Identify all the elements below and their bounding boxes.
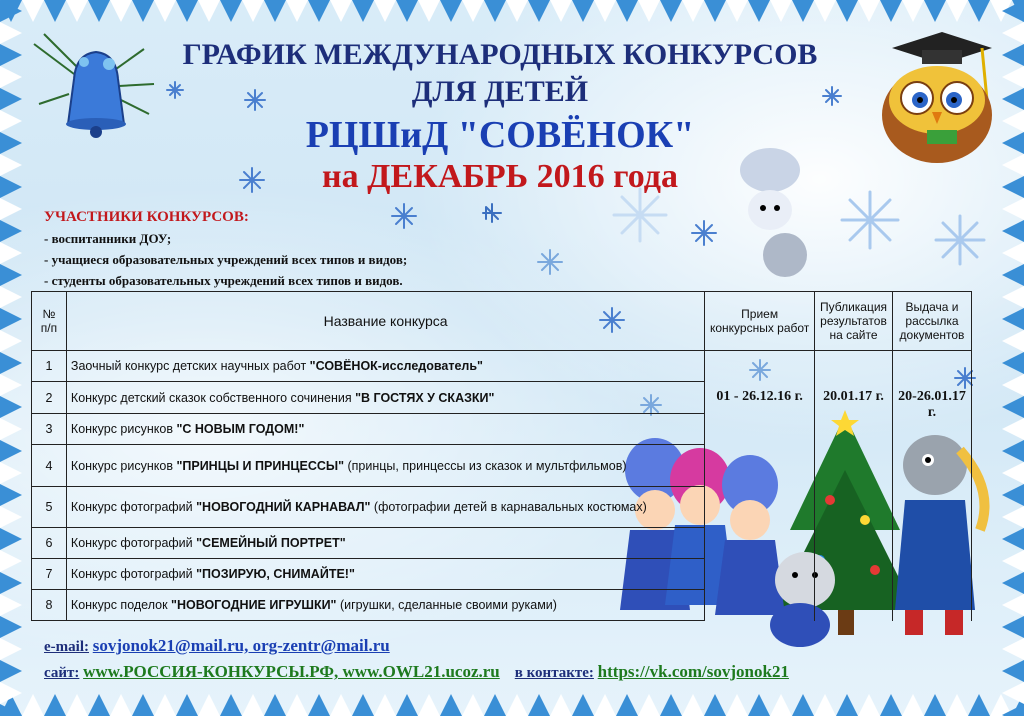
row-contest-name: Конкурс фотографий "СЕМЕЙНЫЙ ПОРТРЕТ"	[66, 528, 704, 559]
documents-dates: 20-26.01.17 г.	[893, 351, 972, 621]
row-number: 7	[32, 559, 67, 590]
row-number: 1	[32, 351, 67, 382]
site-line	[44, 662, 789, 682]
row-number: 3	[32, 414, 67, 445]
contest-table	[31, 291, 972, 621]
row-number: 6	[32, 528, 67, 559]
receive-dates: 01 - 26.12.16 г.	[705, 351, 815, 621]
table-row	[32, 351, 972, 382]
row-number: 8	[32, 590, 67, 621]
site-label: сайт:	[44, 665, 80, 681]
vk-label: в контакте:	[514, 665, 594, 681]
header-publish: Публикация результатов на сайте	[815, 292, 893, 351]
row-contest-name: Конкурс рисунков "ПРИНЦЫ И ПРИНЦЕССЫ" (принцы, принцессы из сказок и мультфильмов)	[66, 445, 704, 487]
header-contest-name: Название конкурса	[66, 292, 704, 351]
participants-block	[44, 207, 407, 291]
participants-heading: УЧАСТНИКИ КОНКУРСОВ:	[44, 209, 249, 225]
header-documents: Выдача и рассылка документов	[893, 292, 972, 351]
email-link[interactable]: sovjonok21@mail.ru, org-zentr@mail.ru	[92, 636, 390, 655]
header-receive: Прием конкурсных работ	[705, 292, 815, 351]
publish-date: 20.01.17 г.	[815, 351, 893, 621]
row-number: 5	[32, 487, 67, 528]
title-line-1: ГРАФИК МЕЖДУНАРОДНЫХ КОНКУРСОВ	[182, 38, 818, 71]
email-label: e-mail:	[44, 639, 89, 655]
row-number: 2	[32, 382, 67, 414]
header-number: № п/п	[32, 292, 67, 351]
row-contest-name: Заочный конкурс детских научных работ "СОВЁНОК-исследователь"	[66, 351, 704, 382]
site-link[interactable]: www.РОССИЯ-КОНКУРСЫ.РФ, www.OWL21.ucoz.ru	[83, 662, 500, 681]
title-organization: РЦШиД "СОВЁНОК"	[305, 114, 695, 156]
title-line-2: ДЛЯ ДЕТЕЙ	[411, 75, 589, 108]
participant-item: - студенты образовательных учреждений всех типов и видов.	[44, 273, 403, 288]
title-date: на ДЕКАБРЬ 2016 года	[322, 158, 678, 195]
row-contest-name: Конкурс фотографий "НОВОГОДНИЙ КАРНАВАЛ" (фотографии детей в карнавальных костюмах)	[66, 487, 704, 528]
vk-link[interactable]: https://vk.com/sovjonok21	[597, 662, 789, 681]
table-header-row	[32, 292, 972, 351]
row-contest-name: Конкурс детский сказок собственного сочинения "В ГОСТЯХ У СКАЗКИ"	[66, 382, 704, 414]
row-contest-name: Конкурс фотографий "ПОЗИРУЮ, СНИМАЙТЕ!"	[66, 559, 704, 590]
row-contest-name: Конкурс рисунков "С НОВЫМ ГОДОМ!"	[66, 414, 704, 445]
row-number: 4	[32, 445, 67, 487]
participant-item: - воспитанники ДОУ;	[44, 231, 172, 246]
email-line	[44, 636, 390, 656]
participant-item: - учащиеся образовательных учреждений всех типов и видов;	[44, 252, 408, 267]
row-contest-name: Конкурс поделок "НОВОГОДНИЕ ИГРУШКИ" (игрушки, сделанные своими руками)	[66, 590, 704, 621]
